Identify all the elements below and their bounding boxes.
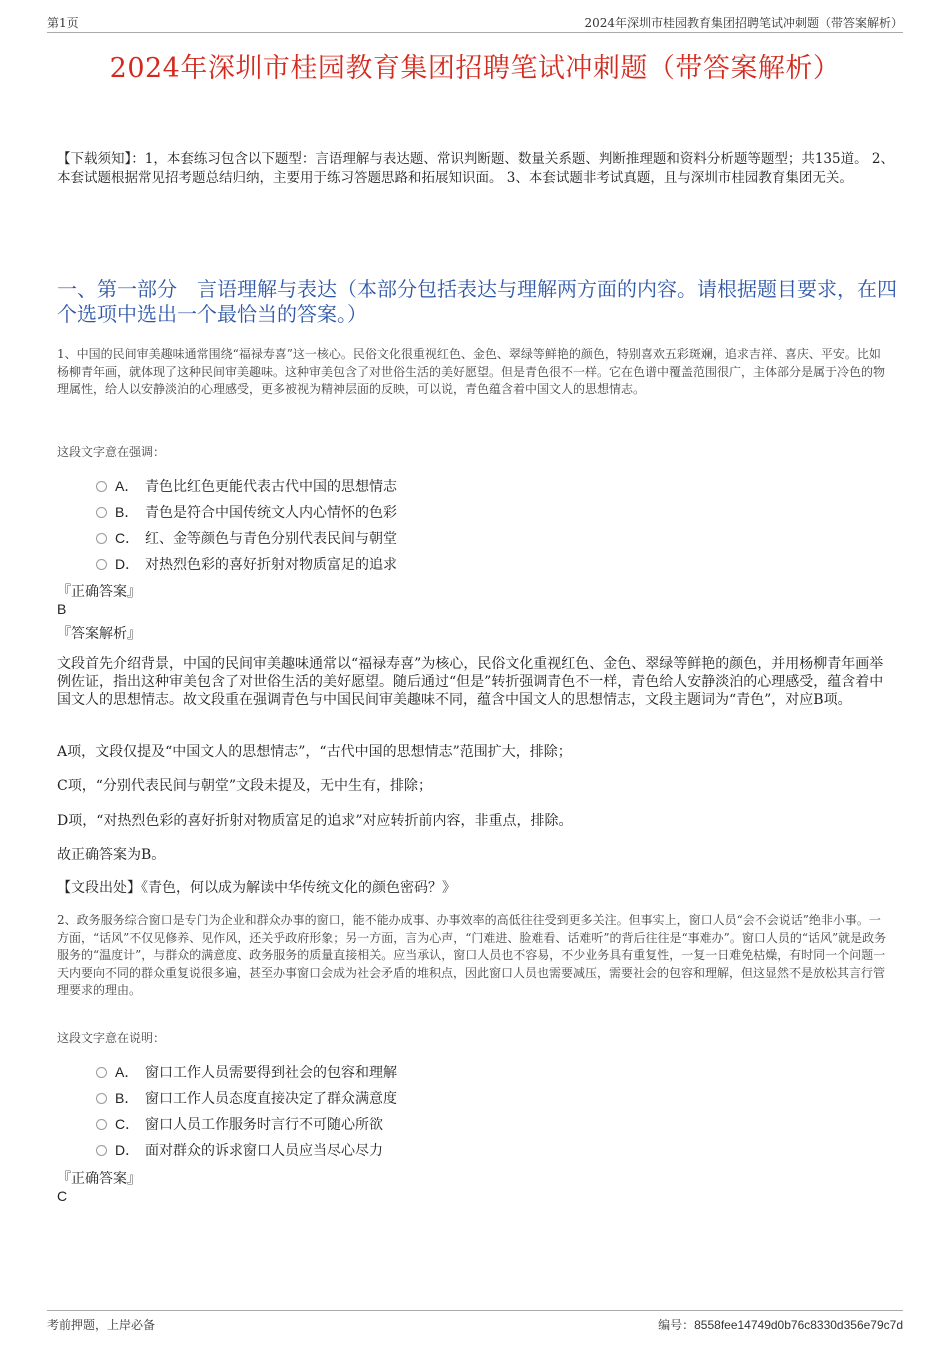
question-1-option-a[interactable]: A． 青色比红色更能代表古代中国的思想情志 (96, 476, 397, 496)
radio-icon[interactable] (96, 533, 107, 544)
question-1-option-c[interactable]: C． 红、金等颜色与青色分别代表民间与朝堂 (96, 528, 397, 548)
header-doc-title: 2024年深圳市桂园教育集团招聘笔试冲刺题（带答案解析） (584, 16, 903, 30)
page-number: 第1页 (47, 16, 79, 30)
radio-icon[interactable] (96, 559, 107, 570)
question-1-analysis: 文段首先介绍背景，中国的民间审美趣味通常以“福禄寿喜”为核心，民俗文化重视红色、金色、翠绿等鲜艳的颜色，并用杨柳青年画举例佐证，指出这种审美包含了对世俗生活的美好愿望。随后通过“但是”转折强调青色不一样，青色给人安静淡泊的心理感受，蕴含着中国文人的思想情志。故文段重在强调青色与中国民间审美趣味不同，蕴含中国文人的思想情志，文段主题词为“青色”，对应B项。 (57, 656, 884, 708)
radio-icon[interactable] (96, 507, 107, 518)
footer-slogan: 考前押题，上岸必备 (47, 1318, 156, 1332)
question-1-source: 【文段出处】《青色，何以成为解读中华传统文化的颜色密码？》 (57, 880, 456, 896)
question-1-note-a: A项，文段仅提及“中国文人的思想情志”，“古代中国的思想情志”范围扩大，排除； (57, 744, 572, 760)
question-1-conclusion: 故正确答案为B。 (57, 847, 166, 863)
page-header (47, 14, 903, 33)
question-2-answer: C (57, 1188, 68, 1204)
question-1-stem: 1、中国的民间审美趣味通常围绕“福禄寿喜”这一核心。民俗文化很重视红色、金色、翠绿等鲜艳的颜色，特别喜欢五彩斑斓，追求吉祥、喜庆、平安。比如杨柳青年画，就体现了这种民间审美趣味。这种审美包含了对世俗生活的美好愿望。但是青色很不一样。它在色谱中覆盖范围很广，主体部分是属于冷色的物理属性，给人以安静淡泊的心理感受，更多被视为精神层面的反映，可以说，青色蕴含着中国文人的思想情志。 (57, 347, 886, 396)
question-1-option-b[interactable]: B． 青色是符合中国传统文人内心情怀的色彩 (96, 502, 397, 522)
question-1-answer: B (57, 601, 67, 617)
question-2-option-b[interactable]: B． 窗口工作人员态度直接决定了群众满意度 (96, 1088, 397, 1108)
radio-icon[interactable] (96, 1119, 107, 1130)
download-notice: 【下载须知】：1，本套练习包含以下题型：言语理解与表达题、常识判断题、数量关系题、判断推理题和资料分析题等题型；共135道。 2、本套试题根据常见招考题总结归纳，主要用于练习答题思路和拓展知识面。 3、本套试题非考试真题，且与深圳市桂园教育集团无关。 (57, 151, 894, 186)
question-2-option-a[interactable]: A． 窗口工作人员需要得到社会的包容和理解 (96, 1062, 397, 1082)
question-2-option-d[interactable]: D． 面对群众的诉求窗口人员应当尽心尽力 (96, 1140, 383, 1160)
question-2-option-c[interactable]: C． 窗口人员工作服务时言行不可随心所欲 (96, 1114, 383, 1134)
question-1-prompt: 这段文字意在强调： (57, 445, 166, 459)
question-1-option-d[interactable]: D． 对热烈色彩的喜好折射对物质富足的追求 (96, 554, 397, 574)
question-1-answer-label: 『正确答案』 (57, 584, 141, 600)
footer-code: 编号：8558fee14749d0b76c8330d356e79c7d (658, 1318, 903, 1332)
radio-icon[interactable] (96, 481, 107, 492)
section-heading: 一、第一部分 言语理解与表达（本部分包括表达与理解两方面的内容。请根据题目要求，在四个选项中选出一个最恰当的答案。） (57, 277, 897, 326)
question-2-stem: 2、政务服务综合窗口是专门为企业和群众办事的窗口，能不能办成事、办事效率的高低往往受到更多关注。但事实上，窗口人员“会不会说话”绝非小事。一方面，“话风”不仅见修养、见作风，还关乎政府形象；另一方面，言为心声，“门难进、脸难看、话难听”的背后往往是“事难办”。窗口人员的“话风”就是政务服务的“温度计”，与群众的满意度、政务服务的质量直接相关。应当承认，窗口人员也不容易，不少业务具有重复性，一复一日难免枯燥，有时同一个问题一天内要向不同的群众重复说很多遍，甚至办事窗口会成为社会矛盾的堆积点，因此窗口人员也需要减压，需要社会的包容和理解，但这显然不是放松其言行管理要求的理由。 (57, 913, 887, 997)
page-footer (47, 1310, 903, 1331)
page-title: 2024年深圳市桂园教育集团招聘笔试冲刺题（带答案解析） (109, 53, 841, 84)
question-1-analysis-label: 『答案解析』 (57, 626, 141, 642)
radio-icon[interactable] (96, 1145, 107, 1156)
question-1-note-c: C项，“分别代表民间与朝堂”文段未提及，无中生有，排除； (57, 778, 433, 794)
question-2-answer-label: 『正确答案』 (57, 1171, 141, 1187)
question-1-note-d: D项，“对热烈色彩的喜好折射对物质富足的追求”对应转折前内容，非重点，排除。 (57, 813, 573, 829)
radio-icon[interactable] (96, 1067, 107, 1078)
radio-icon[interactable] (96, 1093, 107, 1104)
question-2-prompt: 这段文字意在说明： (57, 1031, 166, 1045)
